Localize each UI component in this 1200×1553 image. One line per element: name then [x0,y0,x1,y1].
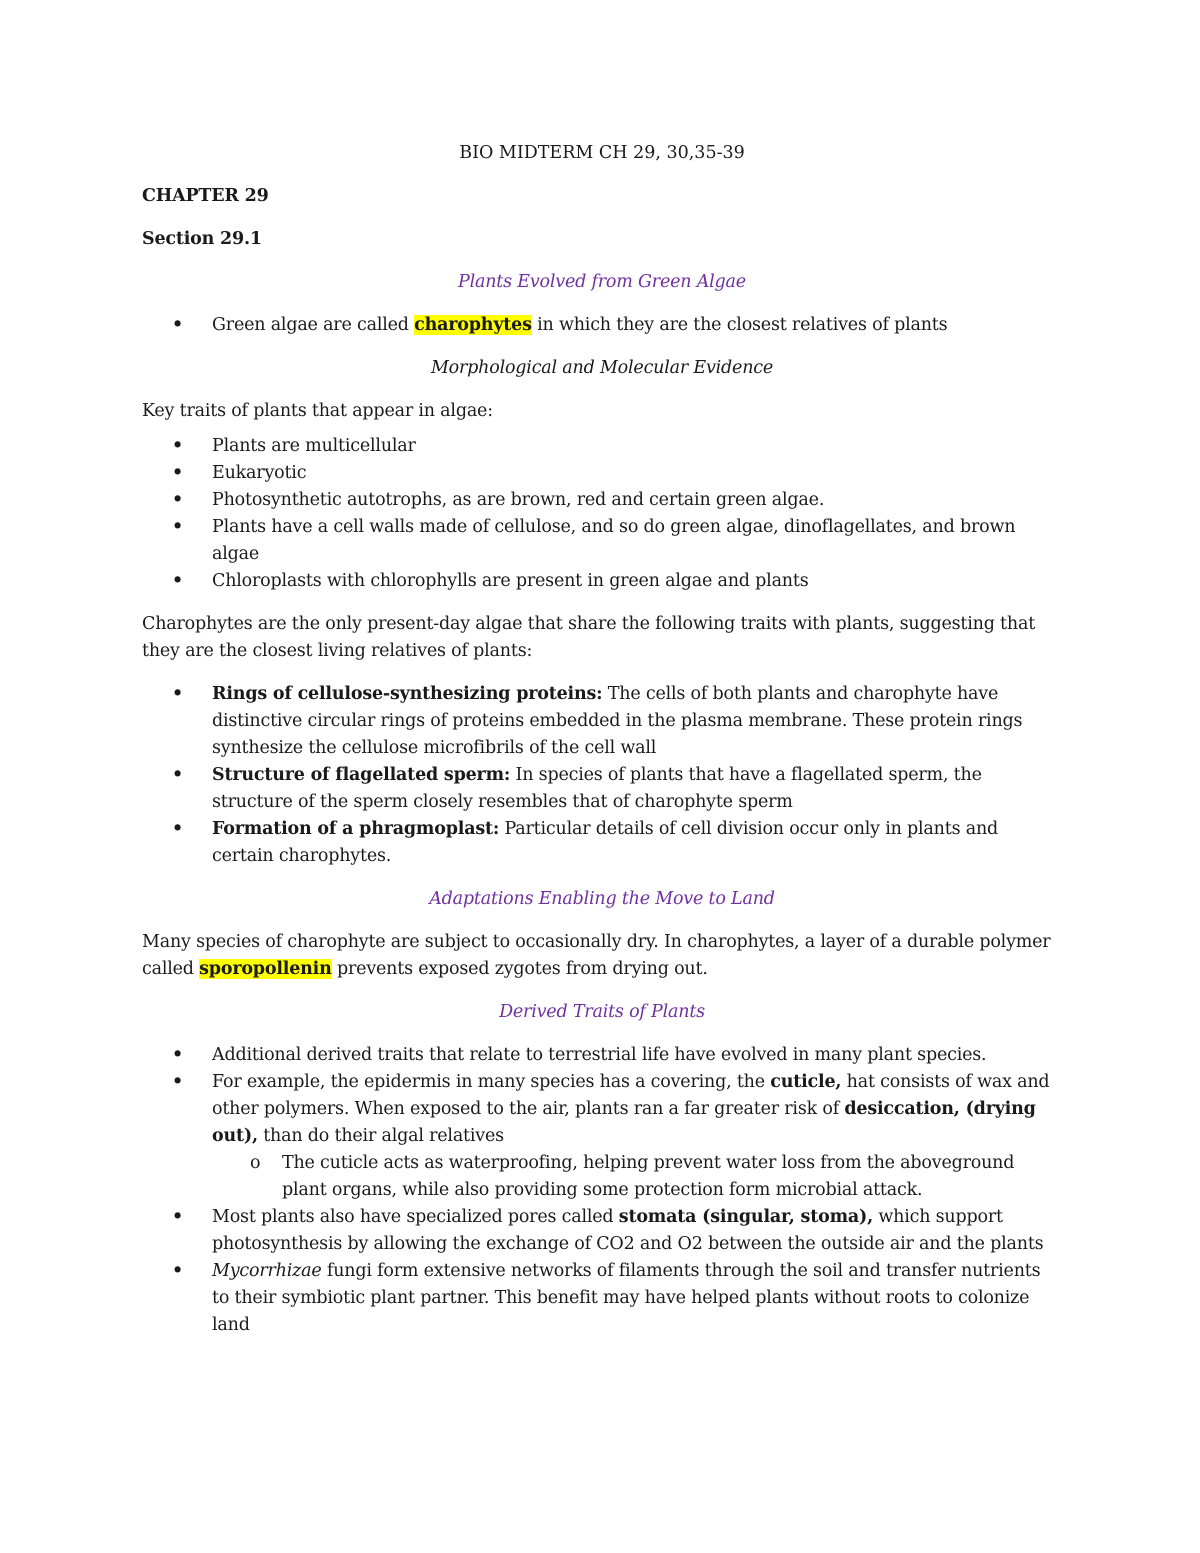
key-traits-intro: Key traits of plants that appear in algae: [142,401,493,421]
highlighted-term: sporopollenin [199,959,332,979]
list-item: • Mycorrhizae fungi form extensive networks of filaments through the soil and transfer nutrients to their symbiotic plant partner. This benefit may have helped plants without roots to colonize land [142,1258,1062,1339]
chapter-heading: CHAPTER 29 [142,186,269,206]
highlighted-term: charophytes [414,315,532,335]
list-item: • Eukaryotic [142,460,1062,487]
sub-bullet-marker: o [250,1153,261,1173]
term: Structure of flagellated sperm: [212,765,511,785]
shared-traits-list [142,681,1062,870]
list-item: • Structure of flagellated sperm: In species of plants that have a flagellated sperm, the structure of the sperm closely resembles that of charophyte sperm [142,762,1062,816]
list-item: • Formation of a phragmoplast: Particular details of cell division occur only in plants and certain charophytes. [142,816,1062,870]
sub-list-item: o The cuticle acts as waterproofing, helping prevent water loss from the aboveground plant organs, while also providing some protection form microbial attack. [212,1150,1062,1204]
key-traits-list [142,433,1062,595]
term: Formation of a phragmoplast: [212,819,500,839]
term: Rings of cellulose-synthesizing proteins: [212,684,603,704]
document-title: BIO MIDTERM CH 29, 30,35-39 [459,143,745,163]
derived-traits-list [142,1042,1062,1339]
heading-morphological: Morphological and Molecular Evidence [430,358,774,378]
list-item: • Plants have a cell walls made of cellulose, and so do green algae, dinoflagellates, and brown algae [142,514,1062,568]
section-heading: Section 29.1 [142,229,262,249]
list-item: • Additional derived traits that relate to terrestrial life have evolved in many plant species. [142,1042,1062,1069]
charophyte-paragraph: Charophytes are the only present-day algae that share the following traits with plants, suggesting that they are the closest living relatives of plants: [142,614,1036,661]
heading-plants-evolved: Plants Evolved from Green Algae [458,272,746,292]
list-item: • Rings of cellulose-synthesizing proteins: The cells of both plants and charophyte have distinctive circular rings of proteins embedded in the plasma membrane. These protein rings synthesize the cellulose microfibrils of the cell wall [142,681,1062,762]
sub-list [212,1150,1062,1204]
list-item: • Photosynthetic autotrophs, as are brown, red and certain green algae. [142,487,1062,514]
list-item: • Chloroplasts with chlorophylls are present in green algae and plants [142,568,1062,595]
charophytes-list [142,312,1062,339]
list-item: • For example, the epidermis in many species has a covering, the cuticle, hat consists of wax and other polymers. When exposed to the air, plants ran a far greater risk of desiccation, (drying out), than do their algal relatives o The cuticle acts as waterproofing, helping prevent water loss from the aboveground plant organs, while also providing some protection form microbial attack. [142,1069,1062,1204]
list-item: • Most plants also have specialized pores called stomata (singular, stoma), which support photosynthesis by allowing the exchange of CO2 and O2 between the outside air and the plants [142,1204,1062,1258]
heading-adaptations: Adaptations Enabling the Move to Land [429,889,775,909]
document-page [142,140,1062,1355]
adaptations-paragraph: Many species of charophyte are subject to occasionally dry. In charophytes, a layer of a durable polymer called sporopollenin prevents exposed zygotes from drying out. [142,932,1051,979]
list-item: • Plants are multicellular [142,433,1062,460]
list-item: • Green algae are called charophytes in which they are the closest relatives of plants [142,312,1062,339]
heading-derived-traits: Derived Traits of Plants [499,1002,705,1022]
